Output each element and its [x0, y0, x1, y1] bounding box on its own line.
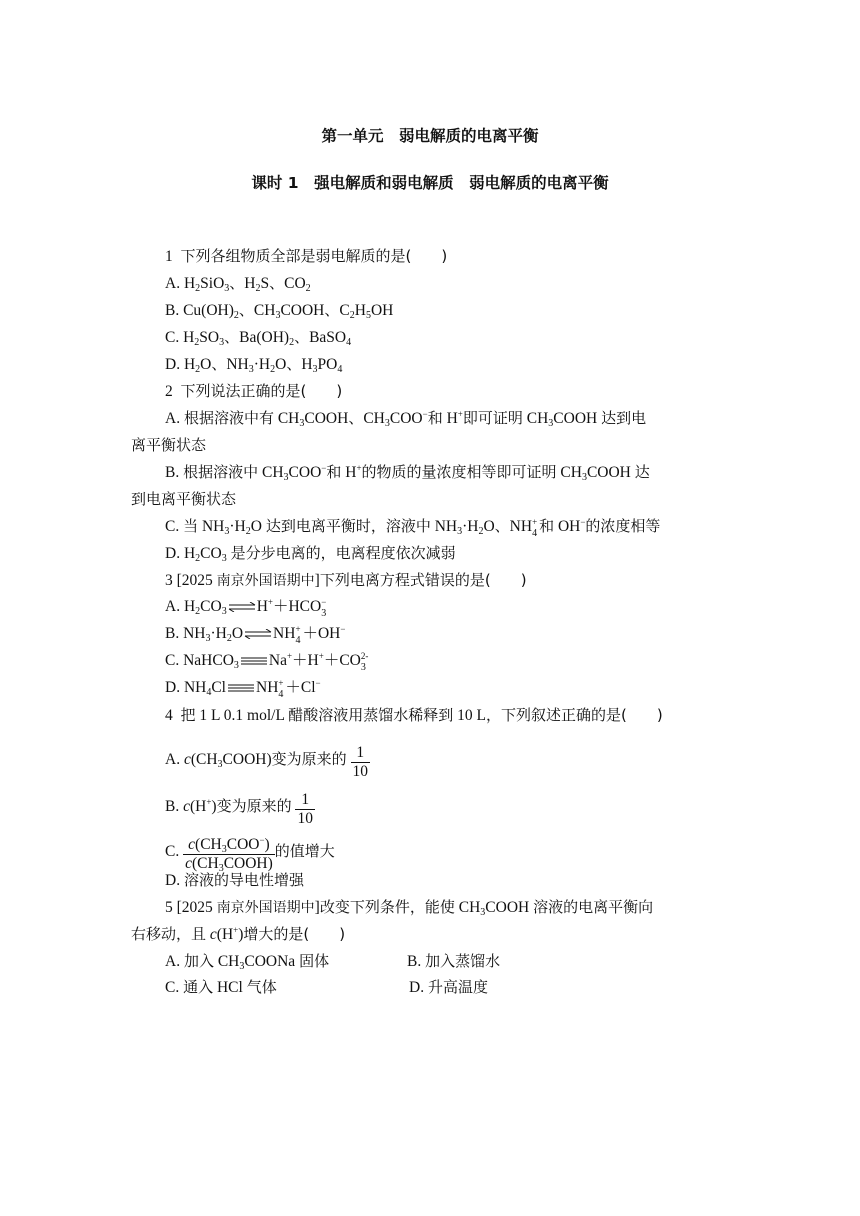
q2-stem: 2 下列说法正确的是( )	[165, 382, 343, 400]
q4-option-a: A. $c(CH_3COOH)$变为原来的 $\frac{1}{10}$	[165, 744, 369, 780]
fraction-one-tenth: $\frac{1}{10}$	[297, 791, 313, 827]
q2-option-a-line1: A. 根据溶液中有 $CH_3COOH$、$CH_3COO^-$和 H+即可证明 $CH_3COOH$ 达到电	[165, 409, 647, 429]
q5-option-d: D. 升高温度	[409, 978, 488, 996]
q5-option-b: B. 加入蒸馏水	[407, 952, 501, 970]
triple-equals-icon	[240, 656, 268, 666]
q3-option-b: B. $NH_3\cdot H_2O$ NH + 4 ＋OH−	[165, 624, 346, 646]
q1-option-a: A. $H_2SiO_3$、$H_2S$、$CO_2$	[165, 274, 311, 294]
q4-option-b: B. c(H+)变为原来的 $\frac{1}{10}$	[165, 791, 313, 827]
page-subtitle: 课时 1 强电解质和弱电解质 弱电解质的电离平衡	[251, 174, 609, 192]
q3-option-d: D. $NH_4Cl$ NH + 4 ＋Cl−	[165, 678, 321, 700]
q2-option-a-line2: 离平衡状态	[131, 436, 207, 454]
q1-option-d: D. $H_2O$、$NH_3\cdot H_2O$、$H_3PO_4$	[165, 355, 343, 375]
q2-option-d: D. $H_2CO_3$ 是分步电离的，电离程度依次减弱	[165, 544, 456, 564]
q1-stem: 1 下列各组物质全部是弱电解质的是( )	[165, 247, 448, 265]
q3-option-c: C. NaHCO$_3$ Na+＋H+＋CO 2- 3	[165, 651, 369, 673]
fraction-one-tenth: $\frac{1}{10}$	[352, 744, 369, 780]
q5-option-c: C. 通入 HCl 气体	[165, 978, 277, 996]
q4-stem: 4 把 1 L 0.1 mol/L 醋酸溶液用蒸馏水稀释到 10 L，下列叙述正确的是( )	[165, 706, 663, 724]
q1-option-b: B. $Cu(OH)_2$、$CH_3COOH$、$C_2H_5OH$	[165, 301, 394, 321]
q3-stem: 3 [2025 南京外国语期中]下列电离方程式错误的是( )	[165, 571, 527, 589]
q4-option-c: C. $\frac{c(CH_3COO^-)}{c(CH_3COOH)}$ 的值增大	[165, 835, 335, 874]
equilibrium-arrow-icon	[228, 602, 256, 612]
concentration-ratio-fraction: $\frac{c(CH_3COO^-)}{c(CH_3COOH)}$	[185, 835, 273, 874]
equilibrium-arrow-icon	[244, 629, 272, 639]
q3-option-a: A. $H_2CO_3$ H+＋HCO − 3	[165, 597, 327, 619]
q4-option-d: D. 溶液的导电性增强	[165, 871, 304, 889]
triple-equals-icon	[227, 683, 255, 693]
q2-option-c: C. 当 $NH_3\cdot H_2O$ 达到电离平衡时，溶液中 $NH_3\cdot H_2O$、NH + 4 和 OH−的浓度相等	[165, 517, 661, 539]
q1-option-c: C. $H_2SO_3$、$Ba(OH)_2$、BaSO$_4$	[165, 328, 352, 348]
q5-option-a: A. 加入 $CH_3COONa$ 固体	[165, 952, 330, 972]
page-title: 第一单元 弱电解质的电离平衡	[321, 127, 539, 145]
q2-option-b-line1: B. 根据溶液中 $CH_3COO^-$和 H+的物质的量浓度相等即可证明 $CH_3COOH$ 达	[165, 463, 650, 483]
q5-stem-line2: 右移动，且 c(H+)增大的是( )	[131, 925, 346, 943]
q5-stem-line1: 5 [2025 南京外国语期中]改变下列条件，能使 $CH_3COOH$ 溶液的电离平衡向	[165, 898, 654, 918]
q2-option-b-line2: 到电离平衡状态	[131, 490, 237, 508]
